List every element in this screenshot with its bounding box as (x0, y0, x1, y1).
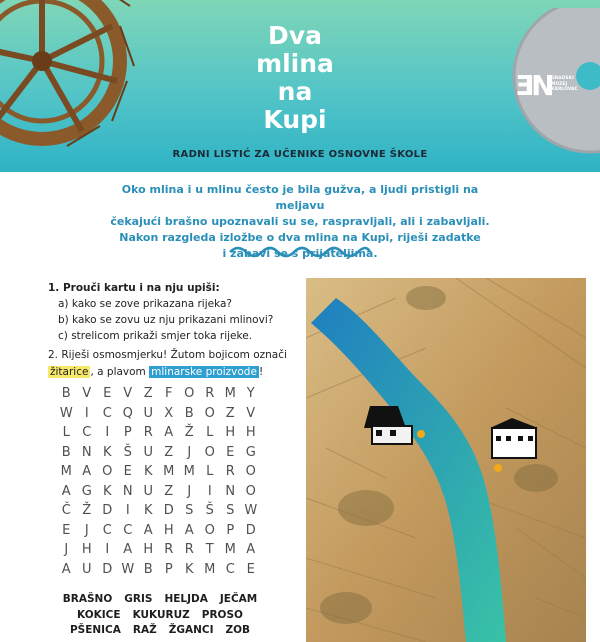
wordsearch-cell[interactable]: G (81, 483, 92, 499)
wordsearch-cell[interactable]: M (183, 464, 195, 479)
wordsearch-cell[interactable]: K (143, 503, 153, 518)
wordsearch-cell[interactable]: Z (164, 483, 174, 499)
wordsearch-cell[interactable]: D (163, 503, 174, 518)
wordsearch-cell[interactable]: U (81, 561, 92, 577)
wordsearch-cell[interactable]: C (102, 522, 112, 538)
aerial-map[interactable] (306, 278, 586, 642)
wordsearch-cell[interactable]: H (245, 425, 256, 440)
wordsearch-cell[interactable]: W (244, 503, 258, 518)
word-item: JEČAM (219, 593, 258, 605)
word-item: ZOB (225, 624, 251, 636)
wordsearch-cell[interactable]: I (84, 405, 89, 421)
wordsearch-cell[interactable]: V (82, 386, 92, 401)
location-marker-icon (494, 464, 502, 472)
wordsearch-cell[interactable]: M (60, 464, 72, 479)
wordsearch-row (56, 406, 261, 426)
wordsearch-cell[interactable]: Y (246, 386, 255, 401)
wordsearch-cell[interactable]: H (143, 542, 154, 557)
highlight-mill-products: mlinarske proizvode (151, 366, 257, 378)
wordsearch-cell[interactable]: D (102, 561, 113, 577)
wordsearch-cell[interactable]: D (245, 522, 256, 538)
wordsearch-cell[interactable]: A (184, 522, 194, 538)
wordsearch-cell[interactable]: U (143, 444, 153, 460)
wordsearch-cell[interactable]: B (61, 386, 71, 401)
wordsearch-cell[interactable]: Ž (82, 503, 92, 518)
word-item: PŠENICA (69, 624, 121, 636)
wordsearch-cell[interactable]: R (184, 542, 194, 557)
wordsearch-row (56, 503, 261, 523)
task-1-item: a) kako se zove prikazana rijeka? (58, 298, 232, 310)
wordsearch-cell[interactable]: A (123, 542, 133, 557)
wordsearch-grid[interactable] (56, 386, 261, 581)
wordsearch-cell[interactable]: P (226, 522, 235, 538)
wordsearch-cell[interactable]: Ž (184, 425, 194, 440)
wordsearch-cell[interactable]: G (245, 444, 256, 460)
wordsearch-cell[interactable]: Z (164, 444, 174, 460)
wordsearch-cell[interactable]: M (204, 561, 216, 577)
wordsearch-cell[interactable]: C (102, 405, 112, 421)
wordsearch-cell[interactable]: A (246, 542, 256, 557)
wordsearch-row (56, 445, 261, 465)
wordsearch-cell[interactable]: C (225, 561, 235, 577)
page-title: Dva mlina na Kupi (256, 21, 334, 134)
wordsearch-cell[interactable]: K (184, 561, 194, 577)
task-2-instructions: 2. Riješi osmosmjerku! Žutom bojicom označi žitarice , a plavom mlinarske proizvode ! (48, 349, 287, 378)
task-1 (48, 280, 298, 344)
wordsearch-cell[interactable]: I (125, 503, 130, 518)
wordsearch-cell[interactable]: H (225, 425, 236, 440)
wordsearch-cell[interactable]: V (246, 405, 256, 421)
wordsearch-row (56, 542, 261, 562)
location-marker-icon (417, 430, 425, 438)
wordsearch-cell[interactable]: P (164, 561, 173, 577)
word-item: BRAŠNO (62, 593, 113, 605)
wordsearch-cell[interactable]: C (82, 425, 92, 440)
wordsearch-row (56, 484, 261, 504)
wordsearch-cell[interactable]: O (204, 444, 215, 460)
wordsearch-cell[interactable]: D (102, 503, 113, 518)
wordsearch-cell[interactable]: N (122, 483, 133, 499)
header-banner (0, 0, 600, 172)
wordsearch-row (56, 386, 261, 406)
wordsearch-cell[interactable]: E (123, 464, 132, 479)
wordsearch-cell[interactable]: O (204, 405, 215, 421)
wordsearch-cell[interactable]: T (205, 542, 214, 557)
wordsearch-cell[interactable]: Z (143, 386, 153, 401)
wordsearch-cell[interactable]: O (204, 522, 215, 538)
wordsearch-cell[interactable]: W (59, 405, 73, 421)
wordsearch-cell[interactable]: H (163, 522, 174, 538)
wordsearch-cell[interactable]: B (184, 405, 194, 421)
wordsearch-cell[interactable]: O (245, 483, 256, 499)
wordsearch-cell[interactable]: B (61, 444, 71, 460)
wordsearch-cell[interactable]: E (226, 444, 235, 460)
word-item: RAŽ (132, 624, 157, 636)
wordsearch-cell[interactable]: P (123, 425, 132, 440)
task-1-item: b) kako se zovu uz nju prikazani mlinovi? (58, 314, 274, 326)
task-1-item: c) strelicom prikaži smjer toka rijeke. (58, 330, 252, 342)
wordsearch-cell[interactable]: K (102, 483, 112, 499)
wordsearch-cell[interactable]: J (64, 542, 69, 557)
word-item: PROSO (201, 608, 243, 621)
wordsearch-cell[interactable]: R (205, 386, 215, 401)
word-item: ŽGANCI (168, 624, 214, 636)
wordsearch-cell[interactable]: E (246, 561, 255, 577)
word-list (40, 592, 280, 639)
wordsearch-row (56, 523, 261, 543)
wordsearch-cell[interactable]: Š (123, 444, 132, 460)
wordsearch-cell[interactable]: X (164, 405, 174, 421)
wordsearch-cell[interactable]: C (123, 522, 133, 538)
wordsearch-cell[interactable]: K (143, 464, 153, 479)
wave-divider-icon (228, 244, 372, 260)
wordsearch-cell[interactable]: N (225, 483, 236, 499)
wordsearch-cell[interactable]: U (143, 483, 153, 499)
wordsearch-cell[interactable]: M (224, 386, 236, 401)
wordsearch-cell[interactable]: J (84, 522, 89, 538)
wordsearch-cell[interactable]: I (105, 542, 110, 557)
word-item: GRIS (124, 593, 153, 605)
wordsearch-cell[interactable]: E (103, 386, 112, 401)
wordsearch-cell[interactable]: Č (61, 503, 71, 518)
wordsearch-cell[interactable]: V (123, 386, 133, 401)
wordsearch-cell[interactable]: J (187, 444, 192, 460)
page-subtitle: RADNI LISTIĆ ZA UČENIKE OSNOVNE ŠKOLE (172, 149, 428, 160)
wordsearch-cell[interactable]: R (164, 542, 174, 557)
wordsearch-cell[interactable]: R (143, 425, 153, 440)
wordsearch-cell[interactable]: M (224, 542, 236, 557)
wordsearch-cell[interactable]: H (81, 542, 92, 557)
wordsearch-cell[interactable]: N (81, 444, 92, 460)
wordsearch-cell[interactable]: B (143, 561, 153, 577)
wordsearch-cell[interactable]: L (206, 464, 214, 479)
wordsearch-row (56, 425, 261, 445)
museum-logo: ƎN GRADSKI MUZEJ KARLOVAC (515, 69, 578, 102)
wordsearch-cell[interactable]: E (62, 522, 71, 538)
wordsearch-cell[interactable]: A (61, 561, 71, 577)
wordsearch-cell[interactable]: S (185, 503, 194, 518)
wordsearch-cell[interactable]: I (105, 425, 110, 440)
wordsearch-cell[interactable]: A (82, 464, 92, 479)
word-item: KOKICE (77, 608, 121, 621)
wordsearch-row (56, 562, 261, 582)
wordsearch-cell[interactable]: U (143, 405, 153, 421)
wordsearch-cell[interactable]: J (187, 483, 192, 499)
wordsearch-cell[interactable]: K (102, 444, 112, 460)
word-item: KUKURUZ (132, 608, 190, 621)
wordsearch-cell[interactable]: A (164, 425, 174, 440)
wordsearch-cell[interactable]: F (165, 386, 173, 401)
wordsearch-cell[interactable]: O (102, 464, 113, 479)
wordsearch-cell[interactable]: O (245, 464, 256, 479)
word-item: HELJDA (164, 593, 208, 605)
wordsearch-cell[interactable]: S (226, 503, 235, 518)
wordsearch-cell[interactable]: L (206, 425, 214, 440)
wordsearch-cell[interactable]: Z (225, 405, 235, 421)
wordsearch-cell[interactable]: W (121, 561, 135, 577)
wordsearch-cell[interactable]: Q (122, 405, 133, 421)
wordsearch-cell[interactable]: A (143, 522, 153, 538)
wordsearch-cell[interactable]: L (62, 425, 70, 440)
wordsearch-cell[interactable]: O (184, 386, 195, 401)
wordsearch-row (56, 464, 261, 484)
intro-text: Oko mlina i u mlinu često je bila gužva, a ljudi pristigli na meljavu čekajući brašno upoznavali su se, raspravljali, ali i zabavljali. Nakon razgleda izložbe o dva mlina na Kupi, riješi zadatke i zabavi se s prijateljima. (110, 183, 490, 260)
water-wheel-icon (0, 0, 152, 156)
wordsearch-cell[interactable]: I (207, 483, 212, 499)
task-1-question: 1. Prouči kartu i na nju upiši: (48, 282, 220, 294)
wordsearch-cell[interactable]: Š (205, 503, 214, 518)
wordsearch-cell[interactable]: R (225, 464, 235, 479)
wordsearch-cell[interactable]: M (163, 464, 175, 479)
wordsearch-cell[interactable]: A (61, 483, 71, 499)
highlight-cereals: žitarice (50, 366, 89, 378)
